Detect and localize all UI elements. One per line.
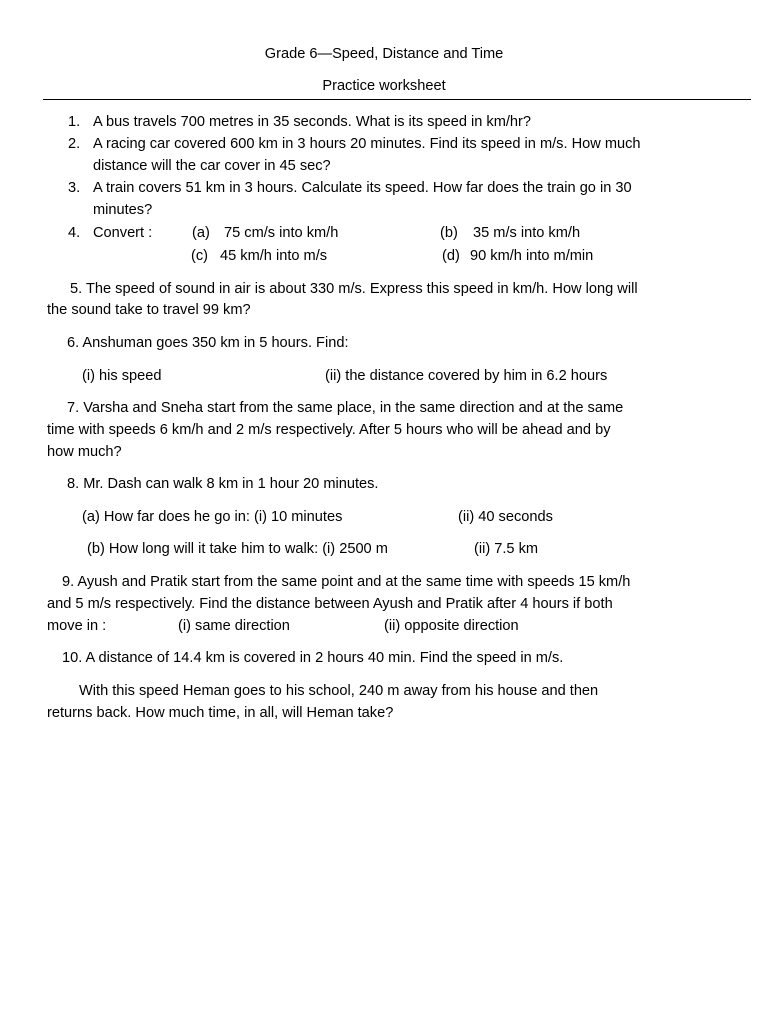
q4-c-tag: (c): [191, 248, 209, 264]
q5-line1: 5. The speed of sound in air is about 330 m/s. Express this speed in km/h. How long will: [70, 281, 638, 297]
q9-line3-label: move in :: [47, 618, 107, 634]
q4-number: 4.: [68, 225, 81, 241]
q8-line1: 8. Mr. Dash can walk 8 km in 1 hour 20 minutes.: [67, 476, 379, 492]
q3-line2: minutes?: [93, 202, 153, 218]
q6-part-ii: (ii) the distance covered by him in 6.2 hours: [325, 368, 608, 384]
q4-b-tag: (b): [440, 225, 458, 241]
q6-line1: 6. Anshuman goes 350 km in 5 hours. Find:: [67, 335, 349, 351]
q9-opposite-direction: (ii) opposite direction: [384, 618, 519, 634]
q10-line1: 10. A distance of 14.4 km is covered in 2 hours 40 min. Find the speed in m/s.: [62, 650, 564, 666]
q4-a-text: 75 cm/s into km/h: [224, 225, 339, 241]
q8-part-a-ii: (ii) 40 seconds: [458, 509, 553, 525]
q4-d-text: 90 km/h into m/min: [470, 248, 594, 264]
q4-c-text: 45 km/h into m/s: [220, 248, 328, 264]
q2-line1: A racing car covered 600 km in 3 hours 20 minutes. Find its speed in m/s. How much: [93, 136, 641, 152]
q6-part-i: (i) his speed: [82, 368, 162, 384]
q4-label: Convert :: [93, 225, 153, 241]
q8-part-a: (a) How far does he go in: (i) 10 minutes: [82, 509, 343, 525]
q9-same-direction: (i) same direction: [178, 618, 290, 634]
q10-line3: returns back. How much time, in all, will Heman take?: [47, 705, 394, 721]
q10-line2: With this speed Heman goes to his school, 240 m away from his house and then: [79, 683, 599, 699]
q3-number: 3.: [68, 180, 81, 196]
q9-line1: 9. Ayush and Pratik start from the same point and at the same time with speeds 15 km/h: [62, 574, 631, 590]
q7-line3: how much?: [47, 444, 122, 460]
page-subtitle: Practice worksheet: [322, 78, 446, 94]
q8-part-b: (b) How long will it take him to walk: (i) 2500 m: [87, 541, 388, 557]
q7-line1: 7. Varsha and Sneha start from the same place, in the same direction and at the same: [67, 400, 624, 416]
q9-line2: and 5 m/s respectively. Find the distance between Ayush and Pratik after 4 hours if both: [47, 596, 613, 612]
q2-number: 2.: [68, 136, 81, 152]
q1-text: A bus travels 700 metres in 35 seconds. What is its speed in km/hr?: [93, 114, 532, 130]
header-divider: [43, 99, 751, 100]
q4-d-tag: (d): [442, 248, 460, 264]
page-title: Grade 6—Speed, Distance and Time: [264, 46, 504, 62]
q3-line1: A train covers 51 km in 3 hours. Calculate its speed. How far does the train go in 30: [93, 180, 632, 196]
q5-line2: the sound take to travel 99 km?: [47, 302, 251, 318]
q7-line2: time with speeds 6 km/h and 2 m/s respectively. After 5 hours who will be ahead and by: [47, 422, 611, 438]
q2-line2: distance will the car cover in 45 sec?: [93, 158, 331, 174]
q8-part-b-ii: (ii) 7.5 km: [474, 541, 539, 557]
q4-b-text: 35 m/s into km/h: [473, 225, 581, 241]
q4-a-tag: (a): [192, 225, 210, 241]
q1-number: 1.: [68, 114, 81, 130]
